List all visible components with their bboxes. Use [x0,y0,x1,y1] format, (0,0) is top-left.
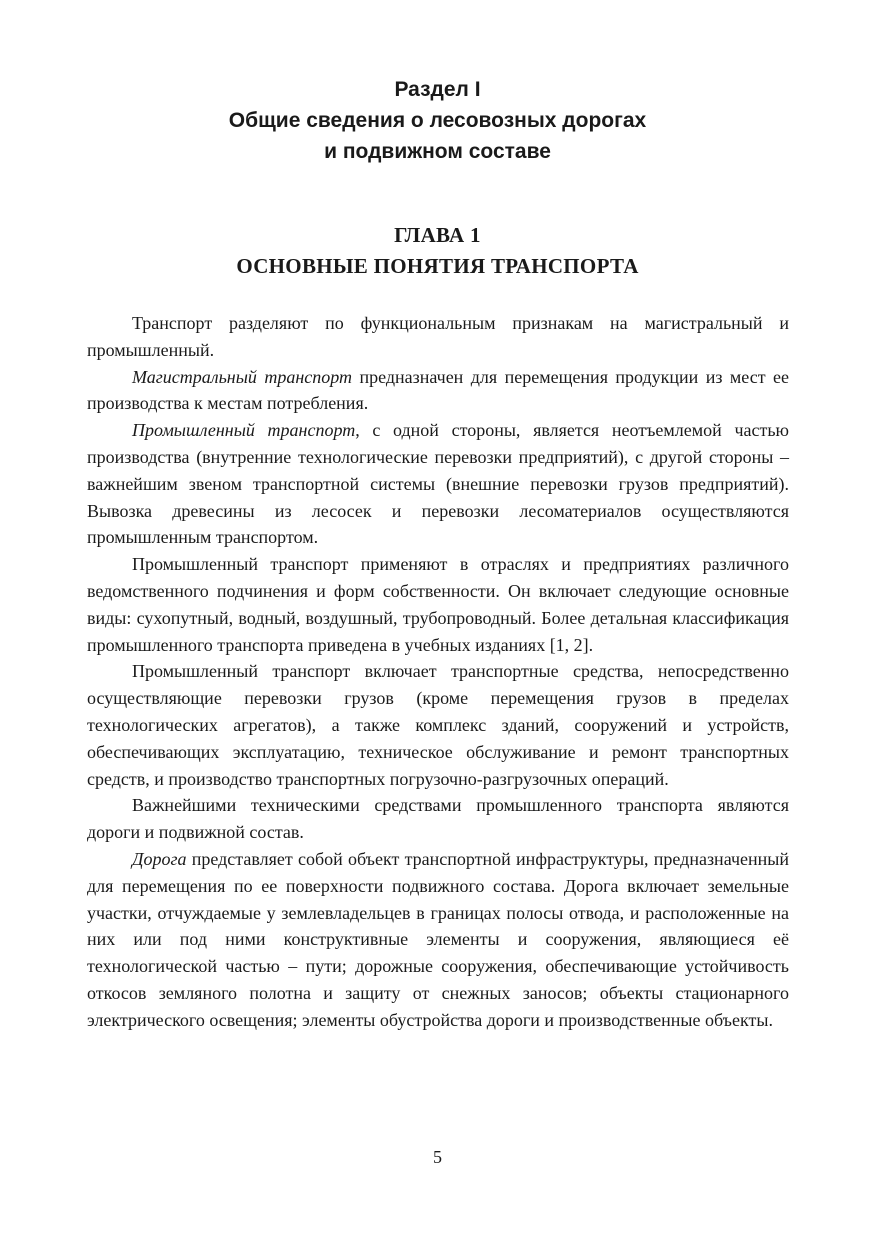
page-number: 5 [433,1147,442,1167]
paragraph-4: Промышленный транспорт применяют в отраслях и предприятиях различного ведомственного подчинения и форм собственности. Он включает следующие основные виды: сухопутный, водный, воздушный, трубопроводный. Более детальная классификация промышленного транспорта приведена в учебных изданиях [1, 2]. [87,554,789,655]
term-road: Дорога [132,848,187,869]
paragraph-3-text: , с одной стороны, является неотъемлемой частью производства (внутренние технологические перевозки предприятий), с другой стороны – важнейшим звеном транспортной системы (внешние перевозки грузов предприятий). Вывозка древесины из лесосек и перевозки лесоматериалов осуществляются промышленным транспортом. [87,420,789,548]
chapter-number: ГЛАВА 1 [394,223,481,247]
term-industrial-transport: Промышленный транспорт [132,420,356,441]
section-title-line-1: Общие сведения о лесовозных дорогах [228,109,647,132]
paragraph-2 [87,364,789,418]
chapter-title: ОСНОВНЫЕ ПОНЯТИЯ ТРАНСПОРТА [236,254,639,278]
section-number: Раздел I [394,78,481,101]
paragraph-7-text: представляет собой объект транспортной инфраструктуры, предназначенный для перемещения по ее поверхности подвижного состава. Дорога включает земельные участки, отчуждаемые у землевладельцев в границах полосы отвода, и расположенные на них или под ними конструктивные элементы и сооружения, являющиеся её технологической частью – пути; дорожные сооружения, обеспечивающие устойчивость откосов земляного полотна и защиту от снежных заносов; объекты стационарного электрического освещения; элементы обустройства дороги и производственные объекты. [87,848,789,1030]
section-heading [0,74,875,167]
body-text [87,310,789,1034]
paragraph-3 [87,417,789,551]
paragraph-5: Промышленный транспорт включает транспортные средства, непосредственно осуществляющие перевозки грузов (кроме перемещения грузов в пределах технологических агрегатов), а также комплекс зданий, сооружений и устройств, обеспечивающих эксплуатацию, техническое обслуживание и ремонт транспортных средств, и производство транспортных погрузочно-разгрузочных операций. [87,661,789,789]
paragraph-1: Транспорт разделяют по функциональным признакам на магистральный и промышленный. [87,313,789,360]
paragraph-2-text: предназначен для перемещения продукции из мест ее производства к местам потребления. [87,366,790,414]
term-main-transport: Магистральный транспорт [132,366,353,387]
paragraph-7 [87,846,789,1034]
chapter-heading [0,220,875,282]
section-title-line-2: и подвижном составе [324,140,551,163]
paragraph-6: Важнейшими техническими средствами промышленного транспорта являются дороги и подвижной состав. [87,795,789,843]
